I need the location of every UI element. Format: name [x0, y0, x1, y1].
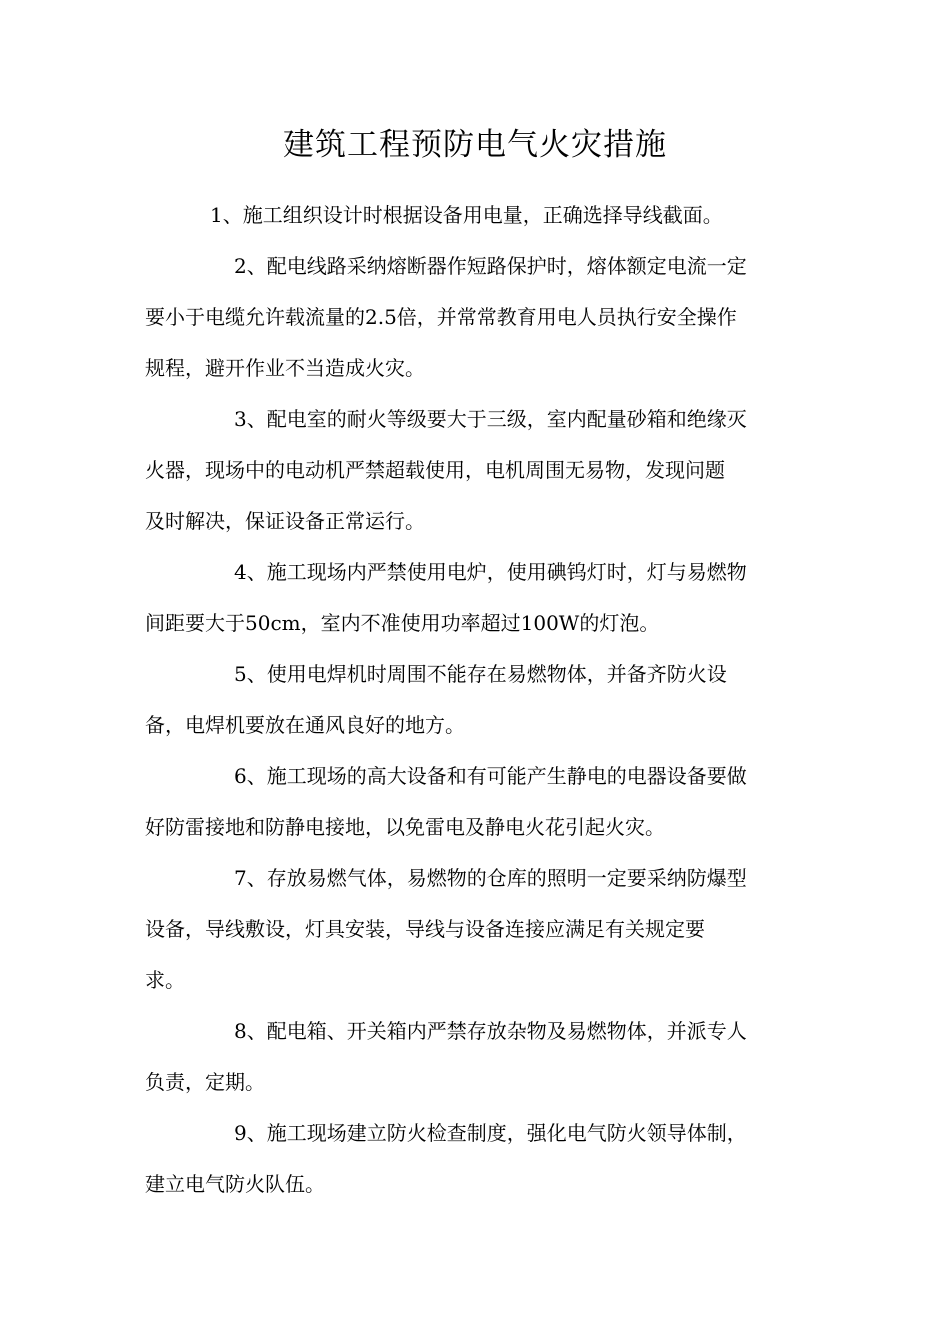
document-title: 建筑工程预防电气火灾措施 [283, 127, 667, 163]
text-line: 1、施工组织设计时根据设备用电量，正确选择导线截面。 [210, 203, 723, 227]
text-line: 规程，避开作业不当造成火灾。 [145, 356, 425, 380]
text-line: 负责，定期。 [145, 1070, 265, 1094]
text-line: 建立电气防火队伍。 [145, 1172, 325, 1196]
text-line: 2、配电线路采纳熔断器作短路保护时，熔体额定电流一定 [234, 254, 747, 278]
text-line: 火器，现场中的电动机严禁超载使用，电机周围无易物，发现问题 [145, 458, 725, 482]
text-line: 4、施工现场内严禁使用电炉，使用碘钨灯时，灯与易燃物 [234, 560, 747, 584]
text-line: 要小于电缆允许载流量的2.5倍，并常常教育用电人员执行安全操作 [145, 305, 737, 329]
text-line: 及时解决，保证设备正常运行。 [145, 509, 425, 533]
text-line: 9、施工现场建立防火检查制度，强化电气防火领导体制， [234, 1121, 747, 1145]
text-line: 6、施工现场的高大设备和有可能产生静电的电器设备要做 [234, 764, 747, 788]
text-line: 间距要大于50cm，室内不准使用功率超过100W的灯泡。 [145, 611, 660, 635]
text-line: 备，电焊机要放在通风良好的地方。 [145, 713, 465, 737]
text-line: 8、配电箱、开关箱内严禁存放杂物及易燃物体，并派专人 [234, 1019, 747, 1043]
text-line: 求。 [145, 968, 185, 992]
text-line: 3、配电室的耐火等级要大于三级，室内配量砂箱和绝缘灭 [234, 407, 747, 431]
text-line: 设备，导线敷设，灯具安装，导线与设备连接应满足有关规定要 [145, 917, 705, 941]
text-line: 好防雷接地和防静电接地，以免雷电及静电火花引起火灾。 [145, 815, 665, 839]
text-line: 5、使用电焊机时周围不能存在易燃物体，并备齐防火设 [234, 662, 727, 686]
text-line: 7、存放易燃气体，易燃物的仓库的照明一定要采纳防爆型 [234, 866, 747, 890]
